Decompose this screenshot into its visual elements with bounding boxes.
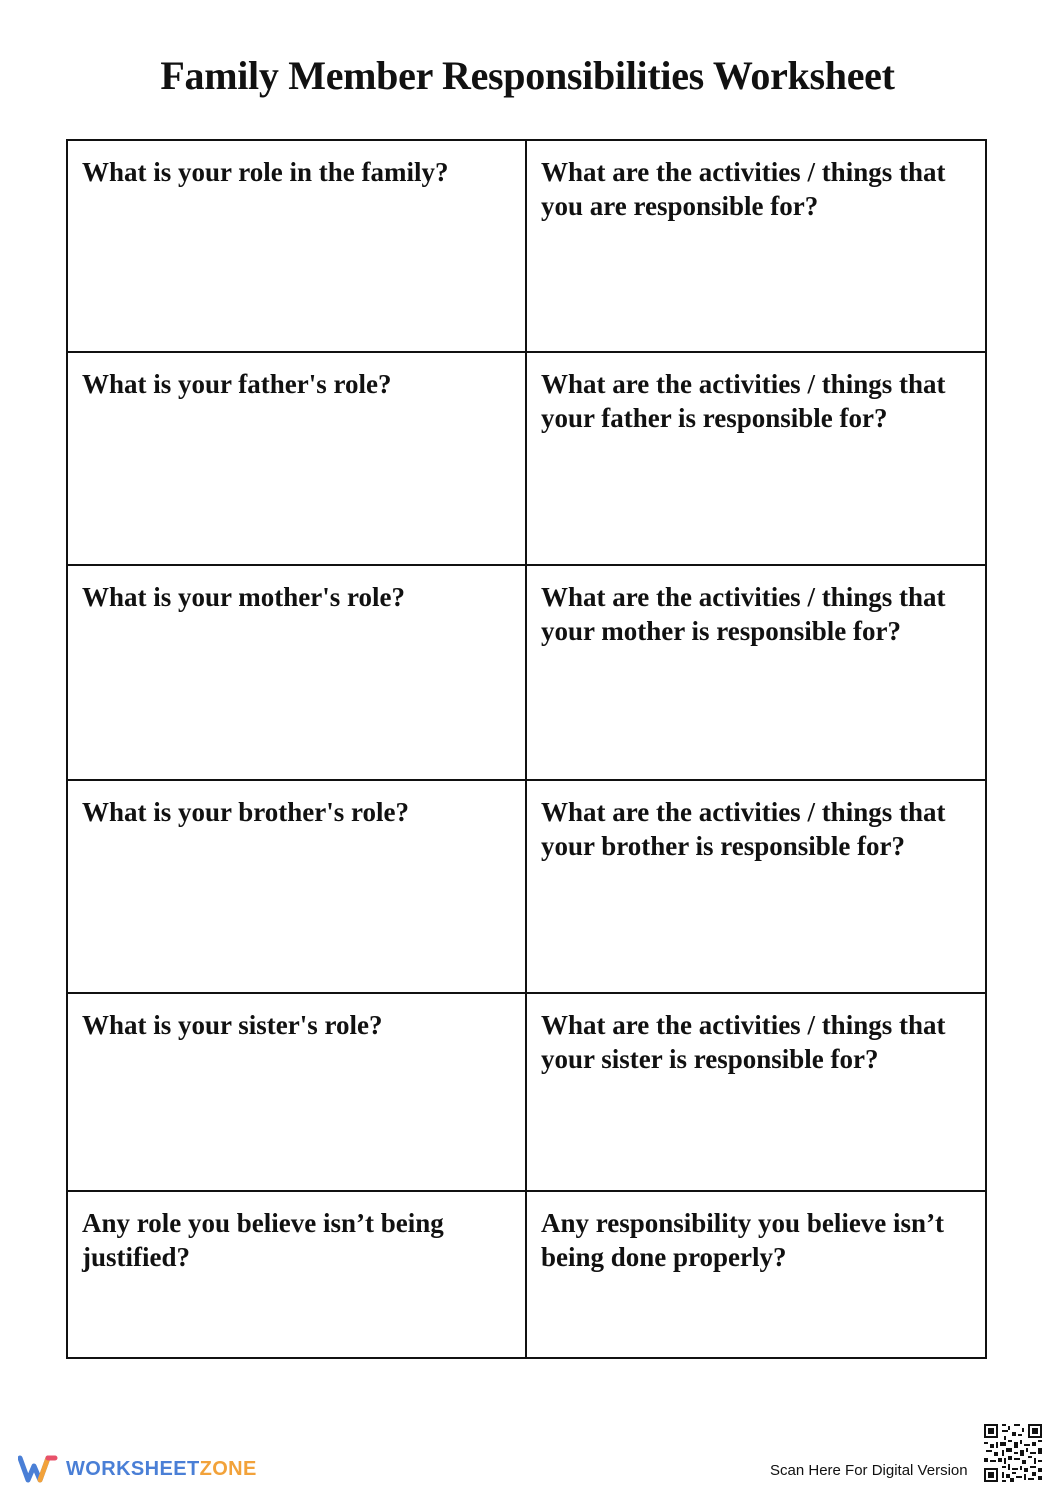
- qr-code-icon[interactable]: [984, 1424, 1042, 1482]
- worksheet-table: [66, 139, 987, 1359]
- question-cell-role-mother: What is your mother's role?: [68, 566, 527, 781]
- brand-logo[interactable]: [18, 1453, 257, 1485]
- question-cell-role-sister: What is your sister's role?: [68, 994, 527, 1192]
- scan-label: Scan Here For Digital Version: [770, 1462, 968, 1479]
- question-cell-role-brother: What is your brother's role?: [68, 781, 527, 994]
- brand-name-part2: ZONE: [199, 1457, 257, 1480]
- question-cell-role-self: What is your role in the family?: [68, 141, 527, 353]
- brand-name-part1: WORKSHEET: [66, 1457, 200, 1480]
- worksheetzone-logo-icon: [18, 1454, 58, 1484]
- question-cell-activities-brother: What are the activities / things that your brother is responsible for?: [527, 781, 987, 994]
- question-cell-role-father: What is your father's role?: [68, 353, 527, 566]
- question-cell-unjustified-role: Any role you believe isn’t being justified?: [68, 1192, 527, 1357]
- brand-name: [66, 1458, 257, 1481]
- question-cell-activities-sister: What are the activities / things that your sister is responsible for?: [527, 994, 987, 1192]
- page-title: Family Member Responsibilities Worksheet: [160, 53, 895, 98]
- question-cell-improper-responsibility: Any responsibility you believe isn’t being done properly?: [541, 1208, 945, 1272]
- question-cell-activities-mother: What are the activities / things that your mother is responsible for?: [527, 566, 987, 781]
- question-cell-activities-father: What are the activities / things that your father is responsible for?: [527, 353, 987, 566]
- question-cell-activities-self: What are the activities / things that you are responsible for?: [527, 141, 987, 353]
